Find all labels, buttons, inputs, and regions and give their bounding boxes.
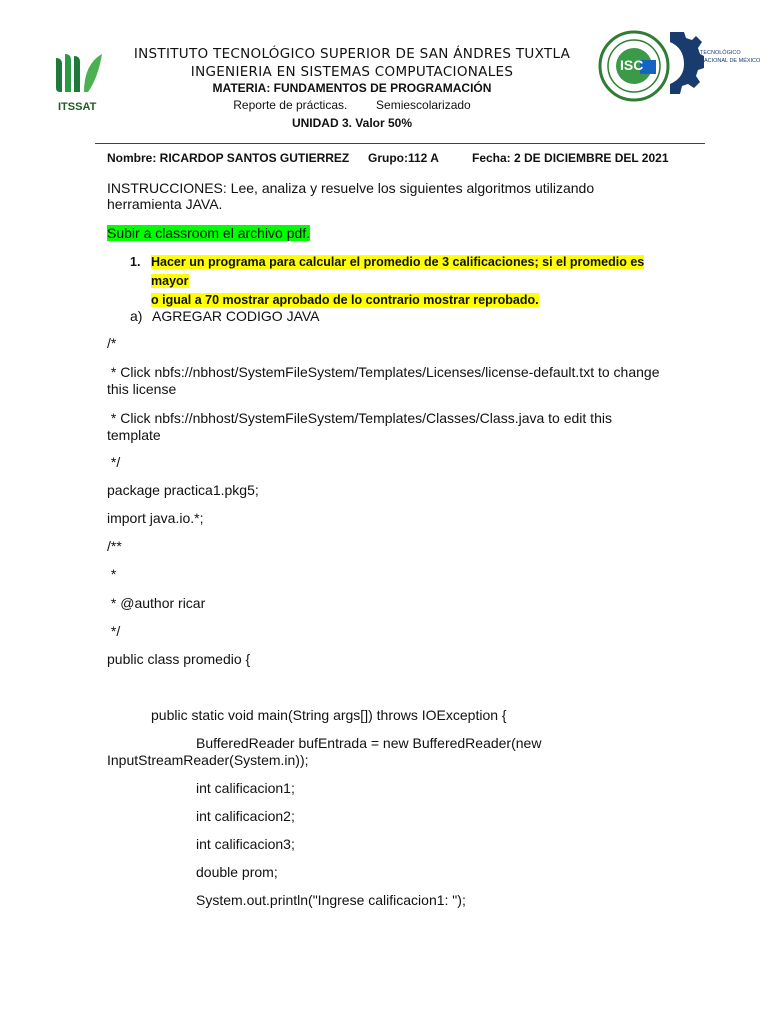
code-line: package practica1.pkg5; <box>107 482 259 498</box>
unit-value: UNIDAD 3. Valor 50% <box>291 116 413 130</box>
report-type <box>72 98 632 112</box>
task-number: 1. <box>130 255 141 269</box>
tecnm-name-line2: NACIONAL DE MÉXICO <box>700 58 761 64</box>
subitem-label: a) <box>130 308 143 324</box>
code-line: this license <box>107 381 177 397</box>
code-line: BufferedReader bufEntrada = new BufferedReader(new <box>196 735 542 751</box>
code-line: */ <box>107 454 121 470</box>
tecnm-logo <box>660 28 761 108</box>
code-line: int calificacion1; <box>196 780 295 796</box>
code-line: public static void main(String args[]) throws IOException { <box>151 707 507 723</box>
code-line: public class promedio { <box>107 651 251 667</box>
upload-note-text: Subir a classroom el archivo pdf. <box>107 225 311 241</box>
code-line: */ <box>107 623 121 639</box>
group-number: Grupo:112 A <box>368 151 439 165</box>
subitem-text: AGREGAR CODIGO JAVA <box>152 308 320 324</box>
student-name: Nombre: RICARDOP SANTOS GUTIERREZ <box>107 151 350 165</box>
instructions-line1: INSTRUCCIONES: Lee, analiza y resuelve los siguientes algoritmos utilizando <box>107 180 595 196</box>
header-divider <box>95 143 705 144</box>
code-line: import java.io.*; <box>107 510 204 526</box>
upload-note <box>107 225 310 242</box>
subject-title: MATERIA: FUNDAMENTOS DE PROGRAMACIÓN <box>212 81 492 95</box>
task-line2: o igual a 70 mostrar aprobado de lo contrario mostrar reprobado. <box>151 293 539 307</box>
code-line: int calificacion3; <box>196 836 295 852</box>
code-line: double prom; <box>196 864 278 880</box>
code-line: * <box>107 566 117 582</box>
tecnm-name-line1: TECNOLÓGICO <box>700 50 741 56</box>
itssat-logo-text: ITSSAT <box>58 101 97 113</box>
code-line: InputStreamReader(System.in)); <box>107 752 309 768</box>
institute-title: INSTITUTO TECNOLÓGICO SUPERIOR DE SAN ÁNDRES TUXTLA <box>133 46 571 62</box>
svg-text:•: • <box>604 45 608 52</box>
code-line: /** <box>107 538 122 554</box>
task-line1: Hacer un programa para calcular el promedio de 3 calificaciones; si el promedio es mayor <box>151 255 645 288</box>
code-line: * @author ricar <box>107 595 206 611</box>
code-line: /* <box>107 335 117 351</box>
task-text <box>151 253 671 310</box>
code-line: * Click nbfs://nbhost/SystemFileSystem/Templates/Licenses/license-default.txt to change <box>107 364 660 380</box>
report-label: Reporte de prácticas. <box>233 98 348 112</box>
modality-label: Semiescolarizado <box>376 98 471 112</box>
gear-icon <box>660 28 704 100</box>
code-line: System.out.println("Ingrese calificacion1: "); <box>196 892 466 908</box>
code-line: int calificacion2; <box>196 808 295 824</box>
code-line: template <box>107 427 161 443</box>
report-date: Fecha: 2 DE DICIEMBRE DEL 2021 <box>472 151 669 165</box>
code-line: * Click nbfs://nbhost/SystemFileSystem/Templates/Classes/Class.java to edit this <box>107 410 612 426</box>
instructions-line2: herramienta JAVA. <box>107 196 223 212</box>
isc-seal-text: ISC <box>620 57 644 73</box>
career-title: INGENIERIA EN SISTEMAS COMPUTACIONALES <box>190 64 514 80</box>
